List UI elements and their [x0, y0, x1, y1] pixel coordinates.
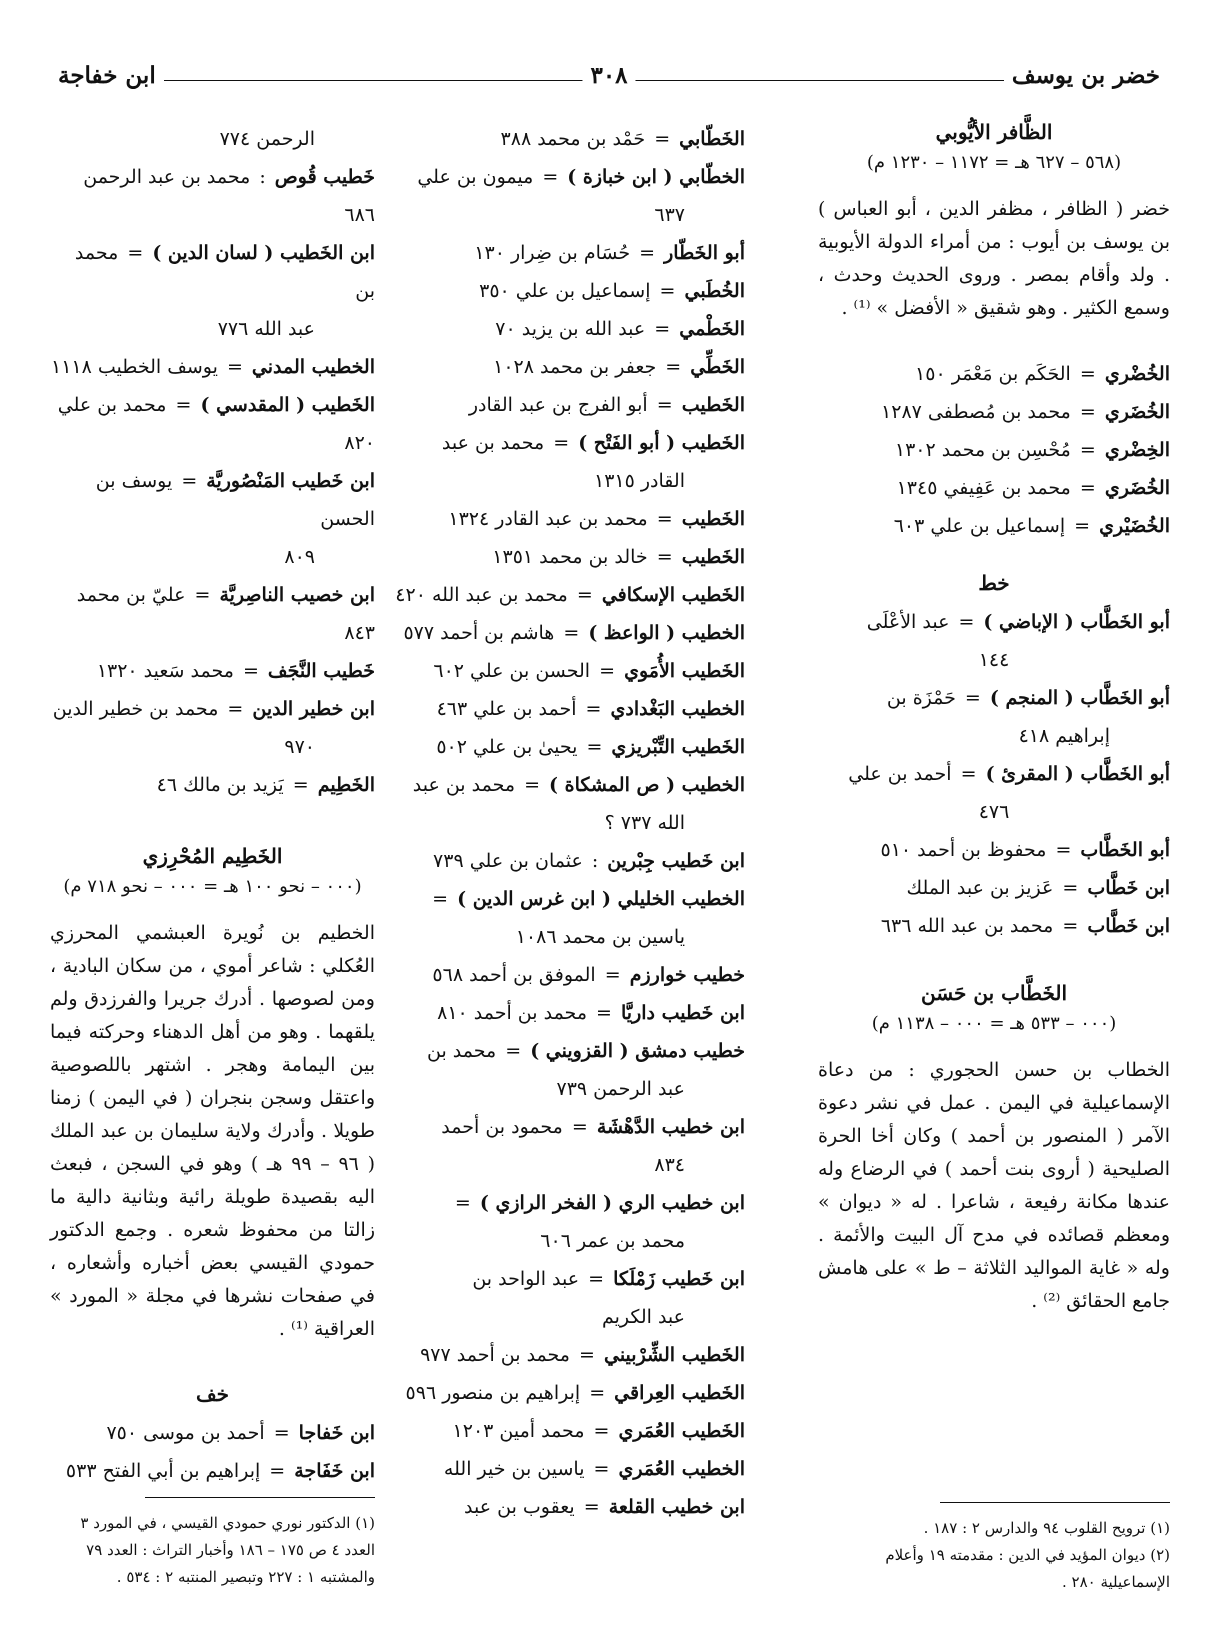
entry-name: ابن خطيب الري ( الفخر الرازي )	[479, 1192, 745, 1214]
entry-separator: =	[582, 1268, 611, 1290]
entry-reference: أبو الفرج بن عبد القادر	[468, 394, 648, 416]
footnote: (١) ترويح القلوب ٩٤ والدارس ٢ : ١٨٧ .	[923, 1519, 1170, 1537]
entry-reference: أحمد بن علي ٤٦٣	[436, 698, 577, 720]
index-entry	[818, 717, 1170, 755]
entry-name: الخَطِّي	[690, 356, 745, 378]
entry-separator: =	[175, 470, 204, 492]
entry-separator: =	[598, 964, 627, 986]
index-entry	[393, 728, 745, 766]
biography-text: خضر ( الظافر ، مظفر الدين ، أبو العباس ) بن يوسف بن أيوب : من أمراء الدولة الأيوبية . ولد وأقام بمصر . وروى الحديث وحدث ، وسمع الكثير . وهو شقيق « الأفضل » ⁽¹⁾ .	[818, 198, 1170, 319]
entry-reference: عبد الأعْلَى	[866, 611, 950, 633]
biography-text: الخطيم بن نُويرة العبشمي المحرزي العُكلي : شاعر أموي ، من سكان البادية ، ومن لصوصها . أدرك جريرا والفرزدق ولم يلقهما . وهو من أهل الدهناء وحركته فيما بين اليمامة وهجر . اشتهر باللصوصية واعتقل وسجن بنجران ( في اليمن ) زمنا طويلا . وأدرك ولاية سليمان بن عبد الملك ( ٩٦ – ٩٩ هـ ) وهو في السجن ، فبعث اليه بقصيدة طويلة رائية وبثانية دالية ما زالتا من محفوظ شعره . وجمع الدكتور حمودي القيسي بعض أخباره وأشعاره ، في صفحات نشرها في مجلة « المورد » العراقية ⁽¹⁾ .	[50, 922, 375, 1340]
entry-separator: =	[221, 698, 250, 720]
entry-name: الخَطيب الشِّرْبيني	[603, 1344, 745, 1366]
index-entry	[393, 272, 745, 310]
entry-continuation: ٦٣٧	[654, 204, 685, 226]
index-entry	[50, 728, 375, 766]
index-entry	[393, 1488, 745, 1526]
entry-list	[50, 1414, 375, 1490]
index-entry	[818, 869, 1170, 907]
entry-reference: محمد سَعيد ١٣٢٠	[96, 660, 234, 682]
entry-reference: إبراهيم بن منصور ٥٩٦	[405, 1382, 581, 1404]
footnotes-left	[50, 1497, 375, 1591]
entry-reference: محمد بن عبد الرحمن ٦٨٦	[83, 166, 375, 226]
entry-separator: =	[587, 1458, 616, 1480]
entry-separator: =	[580, 736, 609, 758]
entry-separator: =	[1073, 439, 1102, 461]
entry-name: أبو الخَطَّاب ( المقرئ )	[985, 763, 1170, 785]
footnotes-right	[818, 1502, 1170, 1596]
entry-separator: =	[267, 1422, 296, 1444]
entry-separator: =	[188, 584, 217, 606]
entry-name: الخُضَري	[1104, 401, 1170, 423]
entry-reference: حَمْزَة بن	[886, 687, 956, 709]
entry-name: الخَطيب العُمَري	[618, 1420, 745, 1442]
entry-reference: محمد بن عبد	[412, 774, 516, 796]
entry-name: أبو الخَطَّاب	[1080, 839, 1170, 861]
entry-reference: يَزيد بن مالك ٤٦	[156, 774, 284, 796]
index-entry	[50, 576, 375, 652]
index-entry	[50, 120, 375, 158]
entry-separator: =	[1073, 477, 1102, 499]
entry-continuation: ٨٠٩	[284, 546, 315, 568]
entry-name: ابن خَطيب جِبْرين	[607, 850, 745, 872]
entry-name: الخَطِيم	[317, 774, 375, 796]
entry-continuation: الله ٧٣٧ ؟	[604, 812, 685, 834]
entry-reference: الموفق بن أحمد ٥٦٨	[432, 964, 596, 986]
entry-reference: محمد بن عَفِيفي ١٣٤٥	[896, 477, 1071, 499]
entry-reference: خالد بن محمد ١٣٥١	[492, 546, 648, 568]
footnote: (٢) ديوان المؤيد في الدين : مقدمته ١٩ وأعلام الإسماعيلية ٢٨٠ .	[885, 1546, 1170, 1591]
section-title: الخَطِيم المُحْرِزي	[142, 844, 283, 868]
index-entry	[818, 641, 1170, 679]
entry-separator: =	[565, 1116, 594, 1138]
entry-reference: هاشم بن أحمد ٥٧٧	[403, 622, 555, 644]
entry-continuation: عبد الله ٧٧٦	[217, 318, 315, 340]
index-entry	[393, 1412, 745, 1450]
entry-reference: محمد بن أحمد ٨١٠	[437, 1002, 588, 1024]
index-entry	[393, 766, 745, 804]
entry-reference: حُسَام بن ضِرار ١٣٠	[474, 242, 631, 264]
section-title: الخَطَّاب بن حَسَن	[920, 981, 1068, 1005]
entry-separator: =	[1073, 401, 1102, 423]
entry-continuation: القادر ١٣١٥	[594, 470, 685, 492]
entry-name: الخطيب الخليلي ( ابن غرس الدين )	[457, 888, 745, 910]
entry-name: الخُضْري	[1104, 363, 1170, 385]
entry-reference: عَزيز بن عبد الملك	[906, 877, 1054, 899]
entry-continuation: ياسين بن محمد ١٠٨٦	[515, 926, 685, 948]
index-entry	[393, 956, 745, 994]
index-entry	[393, 158, 745, 196]
entry-separator: =	[557, 622, 586, 644]
section-dates: (٠٠٠ – ٥٣٣ هـ = ٠٠٠ – ١١٣٨ م)	[871, 1013, 1117, 1034]
entry-separator: =	[432, 888, 455, 910]
entry-reference: محفوظ بن أحمد ٥١٠	[880, 839, 1047, 861]
entry-separator: =	[583, 1382, 612, 1404]
index-entry	[393, 120, 745, 158]
entry-separator: =	[577, 1496, 606, 1518]
entry-name: الخطيب العُمَري	[618, 1458, 745, 1480]
entry-reference: عبد الله بن يزيد ٧٠	[495, 318, 646, 340]
index-entry	[393, 994, 745, 1032]
entry-separator: =	[572, 1344, 601, 1366]
entry-name: ابن خَفاجا	[298, 1422, 375, 1444]
entry-reference: إبراهيم بن أبي الفتح ٥٣٣	[65, 1460, 261, 1482]
entry-name: ابن خطير الدين	[252, 698, 375, 720]
entry-name: ابن خطيب الدَّهْشَة	[596, 1116, 745, 1138]
entry-name: الخُضَري	[1104, 477, 1170, 499]
entry-name: الخَطّابي	[679, 128, 745, 150]
entry-name: ابن خطيب القلعة	[608, 1496, 745, 1518]
entry-separator: =	[536, 166, 565, 188]
entry-continuation: الرحمن ٧٧٤	[219, 128, 315, 150]
biography-text: الخطاب بن حسن الحجوري : من دعاة الإسماعيلية في اليمن . عمل في نشر دعوة الآمر ( المنصور بن أحمد ) وكان أخا الحرة الصليحية ( أروى بنت أحمد ) في الرضاع وله عندها مكانة رفيعة ، شاعرا . له « ديوان » ومعظم قصائده في مدح آل البيت والأئمة . وله « غاية المواليد الثلاثة – ط » على هامش جامع الحقائق ⁽²⁾ .	[818, 1059, 1170, 1312]
entry-name: خَطيب قُوص	[274, 166, 375, 188]
index-entry	[50, 386, 375, 462]
entry-separator: :	[585, 850, 605, 872]
entry-separator: =	[650, 546, 679, 568]
index-entry	[393, 1070, 745, 1108]
entry-reference: الحسن بن علي ٦٠٢	[433, 660, 591, 682]
entry-separator: =	[648, 318, 677, 340]
entry-reference: ياسين بن خير الله	[443, 1458, 585, 1480]
entry-reference: محمد بن خطير الدين	[52, 698, 219, 720]
entry-reference: يوسف بن الحسن	[95, 470, 375, 530]
entry-name: ابن خصيب الناصِريَّة	[219, 584, 375, 606]
entry-continuation: ٨٣٤	[654, 1154, 685, 1176]
entry-separator: =	[1049, 839, 1078, 861]
index-entry	[50, 234, 375, 310]
index-entry	[818, 755, 1170, 793]
entry-separator: =	[952, 611, 981, 633]
entry-list	[818, 355, 1170, 545]
index-entry	[818, 431, 1170, 469]
section-title: خط	[978, 571, 1010, 595]
entry-reference: محمد بن عبد القادر ١٣٢٤	[448, 508, 648, 530]
entry-separator: =	[648, 128, 677, 150]
index-entry	[393, 462, 745, 500]
entry-name: الخَطيب	[681, 394, 745, 416]
entry-separator: =	[590, 1002, 619, 1024]
entry-separator: =	[547, 432, 576, 454]
index-entry	[393, 1298, 745, 1336]
entry-reference: محمد بن عبد الله ٦٣٦	[880, 915, 1054, 937]
index-entry	[393, 880, 745, 918]
section-title: خف	[195, 1382, 230, 1406]
entry-name: الخَطيب التِّبْريزي	[611, 736, 745, 758]
entry-reference: ميمون بن علي	[417, 166, 534, 188]
index-entry	[393, 1032, 745, 1070]
index-entry	[818, 355, 1170, 393]
entry-separator: :	[253, 166, 272, 188]
index-entry	[50, 766, 375, 804]
index-entry	[393, 1260, 745, 1298]
index-entry	[393, 1374, 745, 1412]
index-entry	[393, 348, 745, 386]
entry-separator: =	[579, 698, 608, 720]
entry-continuation: ٤٧٦	[978, 801, 1010, 823]
index-entry	[818, 793, 1170, 831]
entry-separator: =	[1068, 515, 1097, 537]
entry-name: خطيب دمشق ( القزويني )	[530, 1040, 745, 1062]
entry-separator: =	[650, 508, 679, 530]
index-entry	[393, 918, 745, 956]
entry-continuation: محمد بن عمر ٦٠٦	[540, 1230, 685, 1252]
entry-separator: =	[236, 660, 265, 682]
entry-reference: أحمد بن موسى ٧٥٠	[106, 1422, 265, 1444]
header-left-title: ابن خفاجة	[50, 62, 164, 89]
index-entry	[818, 831, 1170, 869]
column-left	[50, 120, 375, 1490]
entry-name: ابن خَطيب داريَّا	[621, 1002, 745, 1024]
entry-separator: =	[650, 394, 679, 416]
index-entry	[818, 393, 1170, 431]
entry-name: الخَطيب	[681, 508, 745, 530]
entry-reference: عبد الواحد بن	[472, 1268, 580, 1290]
index-entry	[393, 1146, 745, 1184]
entry-separator: =	[1073, 363, 1102, 385]
entry-separator: =	[518, 774, 547, 796]
entry-name: الخَطْمي	[679, 318, 745, 340]
entry-reference: محمد بن	[74, 242, 375, 302]
entry-name: الخَطيب العِراقي	[614, 1382, 745, 1404]
entry-name: الخُضَيْري	[1099, 515, 1170, 537]
column-middle	[393, 120, 745, 1526]
entry-reference: محمد بن علي ٨٢٠	[57, 394, 375, 454]
entry-reference: عثمان بن علي ٧٣٩	[433, 850, 583, 872]
entry-continuation: ١٤٤	[978, 649, 1010, 671]
entry-reference: إسماعيل بن علي ٦٠٣	[893, 515, 1066, 537]
entry-name: الخطيب البَغْدادي	[610, 698, 745, 720]
entry-name: ابن خَطيب المَنْصُوريَّة	[206, 470, 375, 492]
entry-name: ابن خَطَّاب	[1087, 877, 1170, 899]
entry-name: ابن خَفَاجة	[294, 1460, 375, 1482]
entry-name: أبو الخَطّار	[664, 242, 745, 264]
entry-separator: =	[659, 356, 688, 378]
entry-separator: =	[958, 687, 987, 709]
index-entry	[393, 614, 745, 652]
index-entry	[818, 679, 1170, 717]
entry-separator: =	[169, 394, 198, 416]
entry-separator: =	[653, 280, 682, 302]
entry-reference: حَمْد بن محمد ٣٨٨	[500, 128, 646, 150]
entry-separator: =	[1056, 915, 1085, 937]
index-entry	[50, 348, 375, 386]
index-entry	[393, 1222, 745, 1260]
section-title: الظَّافر الأيُّوبي	[935, 120, 1053, 144]
entry-name: خطيب خوارزم	[629, 964, 745, 986]
entry-reference: محمد أمين ١٢٠٣	[452, 1420, 585, 1442]
entry-reference: يحيىٰ بن علي ٥٠٢	[436, 736, 578, 758]
entry-name: الخَطيب الإسكافي	[601, 584, 745, 606]
index-entry	[50, 1414, 375, 1452]
entry-name: أبو الخَطَّاب ( المنجم )	[989, 687, 1170, 709]
index-entry	[393, 538, 745, 576]
index-entry	[393, 1450, 745, 1488]
index-entry	[393, 652, 745, 690]
entry-name: الخَطيب	[681, 546, 745, 568]
footnote: (١) الدكتور نوري حمودي القيسي ، في المورد ٣ العدد ٤ ص ١٧٥ – ١٨٦ وأخبار التراث : العدد ٧٩ والمشتبه ١ : ٢٢٧ وتبصير المنتبه ٢ : ٥٣٤ .	[80, 1514, 375, 1586]
entry-reference: محمد بن أحمد ٩٧٧	[420, 1344, 570, 1366]
entry-separator: =	[454, 1192, 477, 1214]
entry-reference: الحَكَم بن مَعْمَر ١٥٠	[915, 363, 1071, 385]
entry-name: أبو الخَطَّاب ( الإباضي )	[983, 611, 1170, 633]
entry-reference: مُحْسِن بن محمد ١٣٠٢	[894, 439, 1071, 461]
entry-reference: محمد بن عبد الله ٤٢٠	[395, 584, 568, 606]
entry-separator: =	[1056, 877, 1085, 899]
entry-reference: محمد بن عبد	[441, 432, 545, 454]
index-entry	[818, 603, 1170, 641]
entry-separator: =	[220, 356, 249, 378]
index-entry	[393, 500, 745, 538]
header-right-title: خضر بن يوسف	[1004, 62, 1168, 89]
entry-reference: أحمد بن علي	[848, 763, 952, 785]
entry-reference: محمد بن مُصطفى ١٢٨٧	[881, 401, 1071, 423]
entry-continuation: ٩٧٠	[284, 736, 315, 758]
entry-separator: =	[499, 1040, 528, 1062]
column-right	[818, 120, 1170, 1318]
index-entry	[818, 507, 1170, 545]
index-entry	[393, 1184, 745, 1222]
entry-name: الخَطيب الأُمَوي	[624, 660, 745, 682]
entry-continuation: إبراهيم ٤١٨	[1018, 725, 1110, 747]
entry-name: ابن الخَطيب ( لسان الدين )	[152, 242, 375, 264]
index-entry	[393, 690, 745, 728]
index-entry	[393, 234, 745, 272]
index-entry	[393, 1336, 745, 1374]
entry-list	[393, 120, 745, 1526]
index-entry	[393, 576, 745, 614]
index-entry	[50, 652, 375, 690]
index-entry	[393, 842, 745, 880]
entry-reference: عليّ بن محمد ٨٤٣	[76, 584, 375, 644]
entry-reference: إسماعيل بن علي ٣٥٠	[479, 280, 651, 302]
entry-continuation: عبد الرحمن ٧٣٩	[556, 1078, 685, 1100]
page-number: ٣٠٨	[582, 62, 635, 89]
entry-separator: =	[587, 1420, 616, 1442]
entry-name: الخطيب ( الواعظ )	[588, 622, 745, 644]
entry-separator: =	[263, 1460, 292, 1482]
entry-list	[50, 120, 375, 804]
entry-list	[818, 603, 1170, 945]
entry-reference: يوسف الخطيب ١١١٨	[51, 356, 218, 378]
index-entry	[50, 690, 375, 728]
index-entry	[50, 310, 375, 348]
entry-separator: =	[593, 660, 622, 682]
index-entry	[50, 538, 375, 576]
entry-separator: =	[121, 242, 150, 264]
entry-name: الخَطيب ( أبو الفَتْح )	[578, 432, 745, 454]
footnote-rule	[940, 1502, 1170, 1503]
entry-name: الخطيب ( ص المشكاة )	[549, 774, 745, 796]
index-entry	[50, 462, 375, 538]
entry-separator: =	[633, 242, 662, 264]
index-entry	[50, 1452, 375, 1490]
entry-reference: جعفر بن محمد ١٠٢٨	[493, 356, 657, 378]
entry-reference: يعقوب بن عبد	[464, 1496, 575, 1518]
entry-continuation: عبد الكريم	[601, 1306, 685, 1328]
index-entry	[393, 196, 745, 234]
entry-name: الخطّابي ( ابن خبازة )	[567, 166, 745, 188]
entry-name: الخطيب المدني	[251, 356, 375, 378]
section-dates: (٠٠٠ – نحو ١٠٠ هـ = ٠٠٠ – نحو ٧١٨ م)	[63, 876, 362, 897]
index-entry	[818, 469, 1170, 507]
index-entry	[393, 310, 745, 348]
entry-name: ابن خَطيب زَمْلَكا	[613, 1268, 745, 1290]
footnote-rule	[145, 1497, 375, 1498]
entry-separator: =	[286, 774, 315, 796]
section-dates: (٥٦٨ – ٦٢٧ هـ = ١١٧٢ – ١٢٣٠ م)	[866, 152, 1122, 173]
entry-name: خَطيب النَّجَف	[267, 660, 375, 682]
index-entry	[393, 1108, 745, 1146]
index-entry	[818, 907, 1170, 945]
entry-reference: محمد بن	[427, 1040, 497, 1062]
entry-name: الخِضْري	[1104, 439, 1170, 461]
entry-name: الخَطيب ( المقدسي )	[200, 394, 375, 416]
index-entry	[50, 158, 375, 234]
entry-name: الخُطَبي	[684, 280, 745, 302]
entry-reference: محمود بن أحمد	[441, 1116, 563, 1138]
index-entry	[393, 424, 745, 462]
index-entry	[393, 386, 745, 424]
index-entry	[393, 804, 745, 842]
entry-name: ابن خَطَّاب	[1087, 915, 1170, 937]
page-header	[50, 62, 1168, 96]
entry-separator: =	[954, 763, 983, 785]
entry-separator: =	[570, 584, 599, 606]
